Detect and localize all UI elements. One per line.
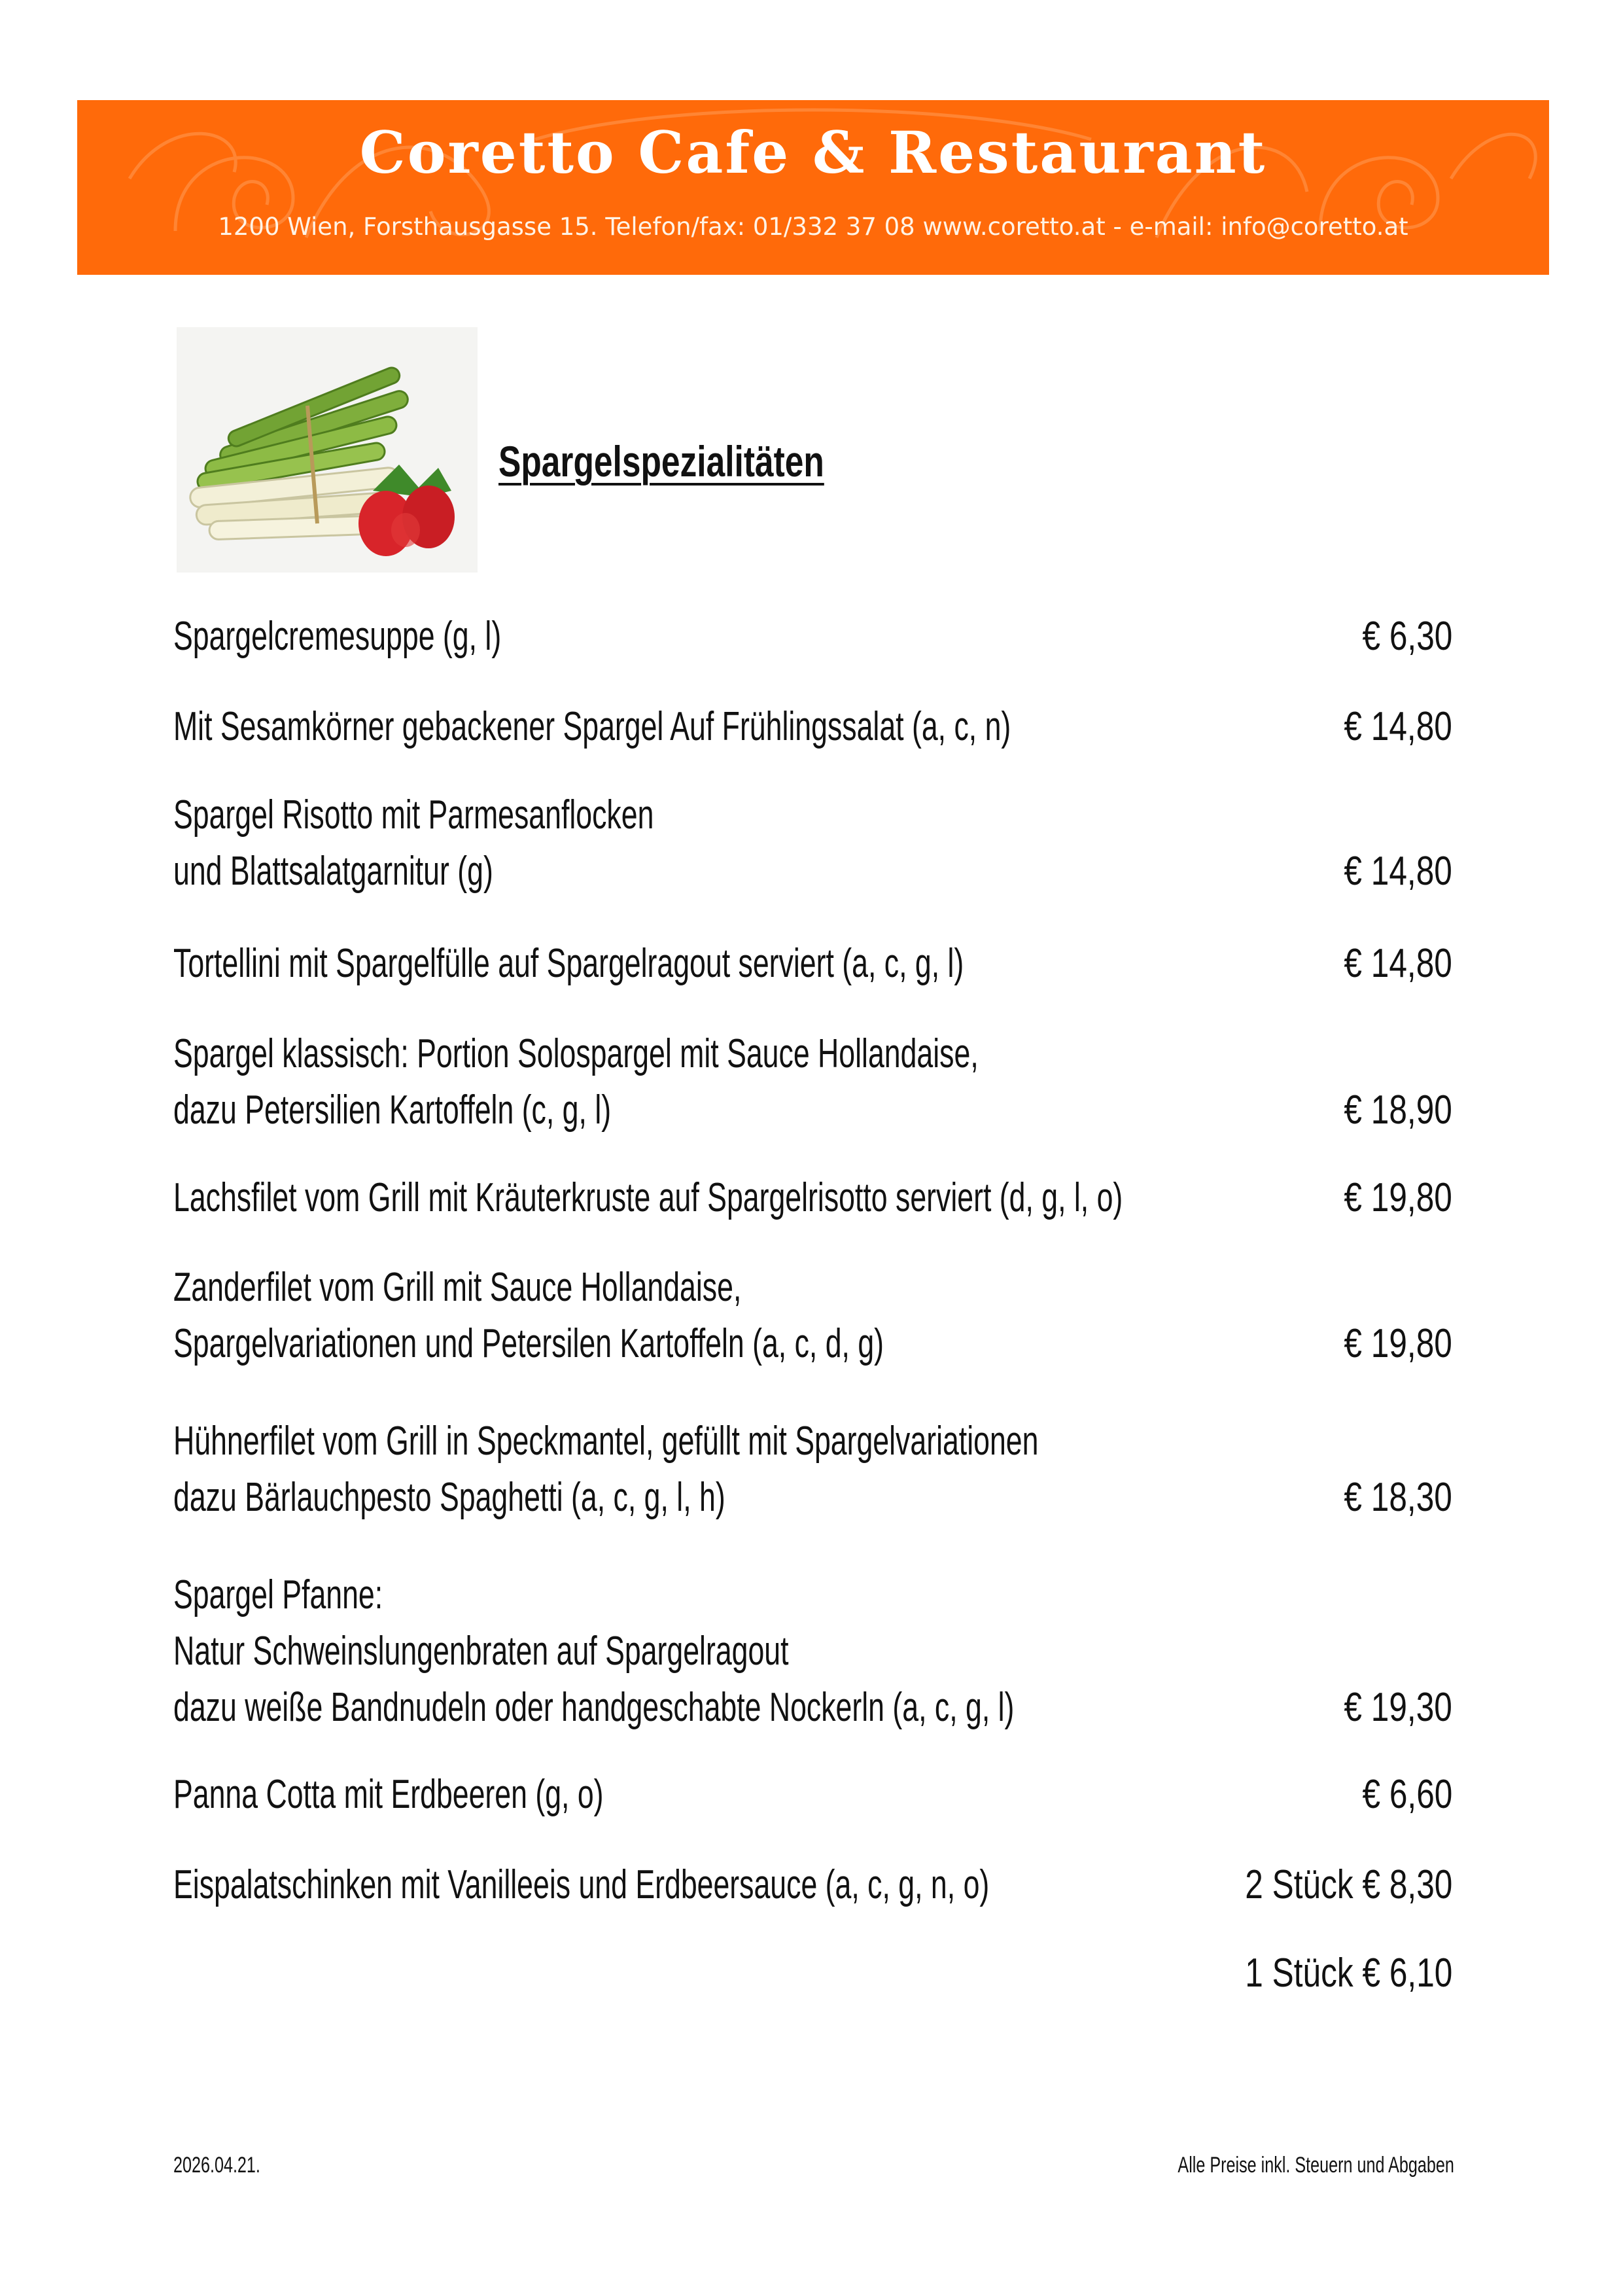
menu-item-name <box>173 1170 1123 1226</box>
menu-item-line: dazu Petersilien Kartoffeln (c, g, l) <box>173 1087 612 1133</box>
menu-item-price: € 18,30 <box>1344 1475 1452 1520</box>
menu-item <box>173 1260 1482 1372</box>
menu-item <box>173 609 1482 665</box>
menu-item <box>173 1170 1482 1226</box>
menu-item-line: Spargel Risotto mit Parmesanflocken <box>173 792 654 838</box>
menu-item <box>173 699 1482 755</box>
menu-item-line <box>173 1945 181 2002</box>
menu-item-name <box>173 1413 1038 1526</box>
restaurant-contact: 1200 Wien, Forsthausgasse 15. Telefon/fax: 01/332 37 08 www.coretto.at - e-mail: info@coretto.at <box>218 213 1408 241</box>
menu-item-line: Spargel klassisch: Portion Solospargel mit Sauce Hollandaise, <box>173 1031 979 1076</box>
menu-item <box>173 1413 1482 1526</box>
menu-item-price: € 14,80 <box>1344 941 1452 986</box>
menu-item-line: Natur Schweinslungenbraten auf Spargelragout <box>173 1629 789 1674</box>
menu-item <box>173 1567 1482 1736</box>
menu-item-price: € 6,60 <box>1362 1772 1452 1817</box>
menu-item-line: dazu Bärlauchpesto Spaghetti (a, c, g, l, h) <box>173 1475 725 1520</box>
menu-item <box>173 1857 1482 1913</box>
menu-item-line: Spargelcremesuppe (g, l) <box>173 614 502 659</box>
restaurant-header <box>77 100 1549 275</box>
menu-item-line: Panna Cotta mit Erdbeeren (g, o) <box>173 1772 604 1817</box>
menu-item-price: € 14,80 <box>1344 849 1452 894</box>
menu-item-price: € 14,80 <box>1344 704 1452 749</box>
menu-item-line: Mit Sesamkörner gebackener Spargel Auf Frühlingssalat (a, c, n) <box>173 704 1011 749</box>
menu-item-name <box>173 1260 884 1372</box>
menu-item-line: Lachsfilet vom Grill mit Kräuterkruste auf Spargelrisotto serviert (d, g, l, o) <box>173 1175 1123 1220</box>
menu-item-name <box>173 1767 604 1823</box>
menu-item-name <box>173 787 654 900</box>
menu-item-price: € 19,30 <box>1344 1685 1452 1730</box>
menu-item-price: € 18,90 <box>1344 1087 1452 1133</box>
menu-item-line: dazu weiße Bandnudeln oder handgeschabte Nockerln (a, c, g, l) <box>173 1685 1015 1730</box>
menu-item-name <box>173 936 964 992</box>
menu-item-name <box>173 699 1011 755</box>
menu-item-name <box>173 1857 989 1913</box>
menu-item-line: und Blattsalatgarnitur (g) <box>173 849 493 894</box>
menu-item <box>173 1767 1482 1823</box>
menu-item-name <box>173 1567 1014 1736</box>
menu-item <box>173 936 1482 992</box>
menu-item-line: Tortellini mit Spargelfülle auf Spargelragout serviert (a, c, g, l) <box>173 941 964 986</box>
restaurant-title: Coretto Cafe & Restaurant <box>359 118 1267 186</box>
menu-item-name <box>173 1026 979 1139</box>
menu-item-line: Eispalatschinken mit Vanilleeis und Erdbeersauce (a, c, g, n, o) <box>173 1862 990 1907</box>
menu-item-name <box>173 1945 181 2002</box>
menu-date: 2026.04.21. <box>173 2153 260 2178</box>
menu-item-line: Spargel Pfanne: <box>173 1572 383 1617</box>
menu-item-price: 2 Stück € 8,30 <box>1244 1862 1452 1907</box>
menu-item-line: Hühnerfilet vom Grill in Speckmantel, gefüllt mit Spargelvariationen <box>173 1419 1039 1464</box>
menu-item-price: € 19,80 <box>1344 1175 1452 1220</box>
menu-item-price: 1 Stück € 6,10 <box>1244 1951 1452 1996</box>
menu-item-line: Zanderfilet vom Grill mit Sauce Hollandaise, <box>173 1265 742 1310</box>
menu-item <box>173 1026 1482 1139</box>
section-title: Spargelspezialitäten <box>498 437 824 486</box>
menu-item <box>173 1945 1482 2002</box>
menu-item <box>173 787 1482 900</box>
menu-item-price: € 6,30 <box>1362 614 1452 659</box>
price-note: Alle Preise inkl. Steuern und Abgaben <box>1178 2153 1454 2178</box>
menu-item-line: Spargelvariationen und Petersilen Kartoffeln (a, c, d, g) <box>173 1321 884 1366</box>
menu-item-price: € 19,80 <box>1344 1321 1452 1366</box>
asparagus-strawberry-image <box>177 327 478 573</box>
menu-item-name <box>173 609 501 665</box>
